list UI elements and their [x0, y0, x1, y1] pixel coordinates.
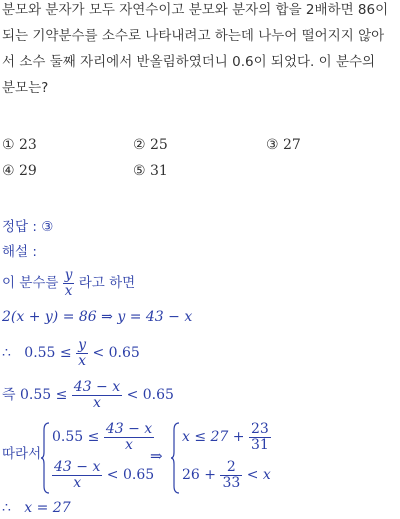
- question-line-3: 서 소수 둘째 자리에서 반올림하였더니 0.6이 되었다. 이 분수의: [2, 54, 376, 70]
- ddaraseo-label: 따라서: [2, 446, 42, 462]
- choice-value: 25: [150, 137, 168, 153]
- fraction-y-over-x: [63, 268, 75, 299]
- sys4-left: 26 +: [182, 467, 216, 483]
- ineq-right: < 0.65: [92, 345, 140, 361]
- choice-4[interactable]: [2, 163, 37, 179]
- frac-num: 43 − x: [105, 420, 153, 437]
- sys4-right: < x: [246, 467, 271, 483]
- sys1-left: 0.55 ≤: [52, 429, 100, 445]
- frac-den: x: [73, 474, 82, 491]
- final-answer: [2, 500, 71, 516]
- therefore-symbol: ∴: [2, 500, 11, 516]
- ineq-left: 0.55 ≤: [19, 387, 68, 403]
- frac-num: 23: [250, 420, 269, 437]
- sys2-right: < 0.65: [106, 467, 155, 483]
- system-line-2: [52, 458, 154, 492]
- frac-den: 33: [222, 474, 241, 491]
- intro-prefix: 이 분수를: [2, 275, 59, 291]
- system-line-3: [182, 420, 271, 454]
- choice-1[interactable]: [2, 137, 37, 153]
- fraction-43-minus-x: [52, 460, 102, 491]
- question-line-4: 분모는?: [2, 80, 49, 96]
- fraction-2-over-33: [220, 460, 242, 491]
- answer-label: 정답 : ③: [2, 219, 54, 235]
- choice-5[interactable]: [133, 163, 168, 179]
- frac-den: x: [64, 282, 73, 299]
- choice-2[interactable]: [133, 137, 168, 153]
- frac-den: x: [93, 394, 101, 411]
- choice-3[interactable]: [266, 137, 301, 153]
- final-equation: x = 27: [24, 500, 71, 516]
- choice-value: 27: [283, 137, 301, 153]
- frac-num: y: [78, 336, 87, 353]
- question-line-2: 되는 기약분수를 소수로 나타내려고 하는데 나누어 떨어지지 않아: [2, 28, 385, 44]
- intro-suffix: 라고 하면: [78, 275, 136, 291]
- solution-heading: 해설 :: [2, 244, 37, 260]
- frac-num: y: [64, 266, 73, 283]
- therefore-symbol: ∴: [2, 345, 11, 361]
- sys3-left: x ≤ 27 +: [182, 429, 245, 445]
- frac-den: 31: [250, 436, 269, 453]
- ineq-right: < 0.65: [126, 387, 174, 403]
- choice-value: 23: [19, 137, 37, 153]
- frac-num: 43 − x: [73, 378, 121, 395]
- jeuk-label: 즉: [2, 387, 16, 403]
- system-line-4: [182, 458, 271, 492]
- implies-arrow: ⇒: [150, 447, 163, 465]
- frac-den: x: [125, 436, 133, 453]
- inequality-2: [2, 378, 174, 412]
- left-brace-2: [170, 422, 180, 494]
- fraction-43-minus-x: [104, 422, 154, 453]
- choice-marker: ①: [2, 137, 15, 153]
- choice-marker: ③: [266, 137, 279, 153]
- solution-intro: [2, 266, 135, 300]
- choice-value: 29: [19, 163, 37, 179]
- choice-marker: ⑤: [133, 163, 146, 179]
- ineq-left: 0.55 ≤: [24, 345, 72, 361]
- frac-den: x: [78, 352, 86, 369]
- system-line-1: [52, 420, 154, 454]
- fraction-23-over-31: [249, 422, 271, 453]
- choice-value: 31: [150, 163, 168, 179]
- fraction-43-minus-x: [72, 380, 122, 411]
- equation-1: 2(x + y) = 86 ⇒ y = 43 − x: [2, 309, 193, 325]
- question-line-1: 분모와 분자가 모두 자연수이고 분모와 분자의 합을 2배하면 86이: [2, 2, 389, 18]
- frac-num: 43 − x: [54, 458, 101, 475]
- left-brace-1: [40, 422, 50, 494]
- choice-marker: ②: [133, 137, 146, 153]
- inequality-1: [2, 336, 140, 370]
- frac-num: 2: [220, 460, 242, 476]
- fraction-y-over-x-2: [76, 338, 88, 369]
- choice-marker: ④: [2, 163, 15, 179]
